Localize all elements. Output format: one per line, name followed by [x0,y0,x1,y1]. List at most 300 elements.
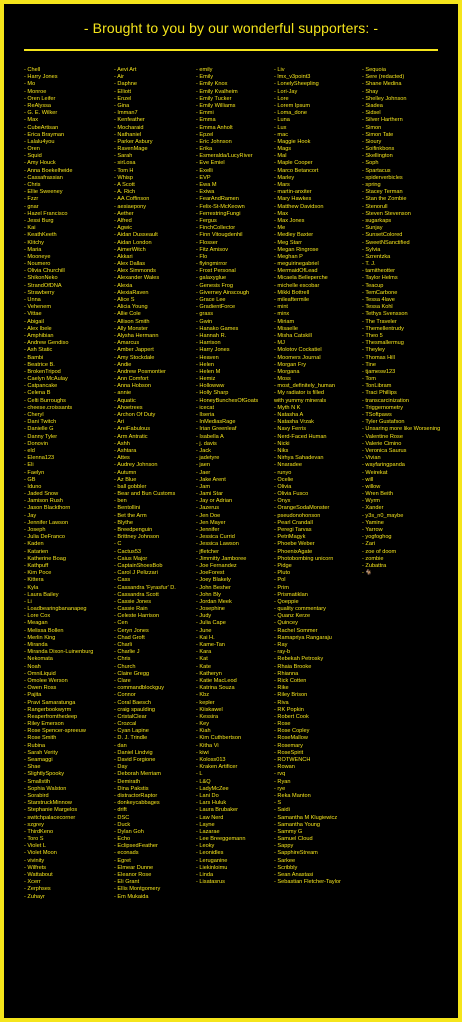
supporter-name: - Daniel Lindvig [114,749,153,756]
supporter-name: - Emma [196,117,216,124]
supporter-name: - Danielle G [24,426,54,433]
supporter-name: - Frost Personal [196,268,236,275]
supporter-name: - Ash Static [24,347,53,354]
supporter-name: - Rubina [24,742,46,749]
supporter-name: - FearAndRamen [196,196,239,203]
supporter-name: - will [362,476,374,483]
supporter-name: - Triggernometry [362,404,404,411]
supporter-name: - Stenorull [362,203,388,210]
supporter-name: - Dina Pakstis [114,785,149,792]
supporter-name: - Theyley [362,347,385,354]
supporter-name: - Epzel [196,131,214,138]
supporter-name: - Julia DeFranco [24,534,66,541]
supporter-name: - Charlie J [114,649,140,656]
supporter-name: - Fzzr [24,196,39,203]
supporter-name: - Josephine [196,606,225,613]
supporter-name: - Misaelle [274,325,298,332]
supporter-name: - Sean Anastasi [274,872,314,878]
supporter-name: - Kim Poce [24,570,52,577]
supporter-name: - Nirhya Sahadevan [274,455,324,462]
supporters-column-4 [274,67,354,886]
supporter-name: - Carol J Pelizzari [114,570,158,577]
supporter-name: - Eli [24,462,34,469]
supporter-name: - Ellie Sweeney [24,189,63,196]
supporter-name: - Ashtara [114,447,137,454]
supporter-name: - Veronica Saurus [362,447,407,454]
supporter-name: - JoeForest [196,570,225,577]
supporter-name: - Kate [196,663,211,670]
supporter-name: - Ann Comfort [114,376,149,383]
supporter-name: - Phoebe Weber [274,541,315,548]
supporter-name: - Saidi [274,807,290,814]
supporter-name: - Kat [196,656,208,663]
supporter-name: - Danny Tyler [24,433,58,440]
supporter-name: - Nerd-Faced Human [274,433,327,440]
supporter-name: - Pearl Crandall [274,519,313,526]
supporter-name: - Whisp [114,174,133,181]
supporter-name: - Emmi [196,110,214,117]
supporter-name: - Alysha Hermann [114,332,159,339]
supporter-name: - Samantha M Klugiewicz [274,814,338,821]
supporter-name: - GB [24,476,36,483]
supporter-name: - Navy Ferris [274,426,307,433]
supporter-name: - Riva [274,699,289,706]
supporter-name: - Rick Cotten [274,677,307,684]
supporter-name: - Ari [114,419,124,426]
supporter-name: - Arm Antratic [114,433,148,440]
supporter-name: - Dylan Goh [114,828,144,835]
supporter-name: - Mooneye [24,253,51,260]
supporter-name: - Cyan Lapine [114,728,149,735]
supporter-name: - Rhaia Brooke [274,663,312,670]
supporter-name: - Kenfeather [114,117,145,124]
supporter-name: - Stan the Zombie [362,196,407,203]
supporter-name: - Exiwa [196,189,215,196]
supporter-name: - Daphne [114,81,138,88]
supporter-name: - Quincey [274,620,298,627]
supporter-name: - Rose Spencer-spreeuw [24,728,86,735]
supporter-name: - Aether [114,210,134,217]
supporter-name: - distractorRaptor [114,792,158,799]
supporter-name: - Riley Brison [274,692,308,699]
supporter-name: - Misha Catskill [274,332,312,339]
supporter-name: - Tethys Svensson [362,311,408,318]
supporter-name: - Shae [24,764,41,771]
supporter-name: - Reaperfromthedeep [24,713,78,720]
supporter-name: - RoseSpirit [274,749,304,756]
supporter-name: - SapphireStream [274,850,318,857]
supporter-name: - Kyla [24,584,39,591]
supporter-name: - Bear and Bun Customs [114,491,176,498]
supporter-name: - Ray [274,642,288,648]
supporter-name: - Leoky [196,843,215,850]
supporter-name: - Scribbly [274,864,298,871]
supporter-name: - rye [274,785,286,792]
supporter-name: - Zari [362,541,376,548]
supporter-name: - Skellington [362,153,393,160]
supporter-name: - jfletcher [196,548,220,555]
supporter-name: - InMediasRage [196,419,236,426]
supporter-name: - Beatrice B. [24,361,55,368]
supporter-name: - Toro S [24,836,44,843]
supporter-name: - Max [24,117,38,124]
supporter-name: - Reka Manton [274,792,311,799]
supporter-name: - TemCarbone [362,289,398,296]
supporter-name: - Cassie Jones [114,598,151,605]
supporter-name: - Shane Medina [362,81,402,88]
supporter-name: - spiderverbicles [362,174,403,181]
supporter-name: - sugarkaps [362,217,392,224]
supporter-name: - minx [274,311,290,318]
supporter-name: - Kathpuff [24,562,49,569]
supporter-name: - Katheryn [196,670,222,677]
supporter-name: - Samuel Cloud [274,836,313,843]
supporter-name: - Szrentzka [362,253,391,260]
supporter-name: - T. J. [362,261,376,268]
supporter-name: - Sarah Verity [24,749,58,756]
supporter-name: - Ewa M [196,182,217,188]
supporter-name: - Elmear Dunne [114,864,154,871]
supporter-name: - Taylor Helms [362,275,398,282]
supporter-name: - Law Nerd [196,814,224,821]
supporter-name: - Megan Ringrose [274,246,319,253]
supporter-name: - Bentollini [114,505,141,512]
supporter-name: - mac [274,131,288,138]
supporter-name: - Lore Cox [24,613,51,620]
supporter-name: - Olivia Fusco [274,491,309,498]
supporter-name: - Giverney Ainscough [196,289,250,296]
supporter-name: - Jordan Meek [196,598,232,605]
supporter-name: - switchpalacecorner [24,814,76,821]
supporter-name: - Monroe [24,88,47,95]
supporter-name: - Nicki [274,440,290,447]
supporter-name: - OmniLiquid [24,670,56,677]
supporter-name: - Rangerbookwyrm [24,706,72,713]
supporter-name: - Miranda Dixon-Luinenburg [24,649,94,656]
supporters-column-2 [114,67,192,901]
supporter-name: - Jen Doe [196,512,221,519]
supporter-name: - Violet Moon [24,850,57,857]
supporter-name: - jaen [196,462,210,469]
supporter-name: - Mars [274,182,290,188]
supporter-name: - AA Coffinson [114,196,150,203]
supporter-name: - Andrew Posmontier [114,368,166,375]
supporter-name: - Natasha Vrzak [274,419,314,426]
supporter-name: - Yamine [362,519,384,526]
supporter-name: - StarstruckMinnow [24,800,72,807]
supporter-name: - Tessa 4lave [362,297,395,303]
supporter-name: - Amarcus [114,340,140,347]
supporter-name: - Katrina Souza [196,685,235,692]
supporter-name: - Dani Twitch [24,419,57,426]
supporter-name: - Max [274,210,288,217]
supporter-name: - Gwin [196,318,213,325]
supporter-name: - Grace Lee [196,297,226,303]
supporter-name: - The Traveler [362,318,397,325]
supporter-name: - Az Blue [114,476,137,483]
supporter-name: - Sidsel [362,110,381,117]
supporter-name: - grass [196,311,214,318]
supporter-name: - Bet the Arm [114,512,147,519]
supporter-name: - Alex Simmonds [114,268,156,275]
supporter-name: - Flosser [196,239,218,246]
supporter-name: - Joe Fernandez [196,562,237,569]
supporter-name: - Helen M [196,368,221,375]
supporter-name: - CaptainShoesBob [114,562,163,569]
supporter-name: - rvq [274,771,286,778]
supporter-name: - RoseMallow [274,735,308,742]
supporter-name: - Cheryl [24,412,44,418]
supporter-name: - Pol [274,577,286,584]
supporter-name: - Kittera [24,577,44,584]
supporter-name: - Moss [274,376,291,383]
supporter-name: - Katherine Boag [24,555,66,562]
supporter-name: - Em Mukaida [114,893,149,900]
supporter-name: - Rike [274,685,289,692]
supporter-name: - Mocharaid [114,124,144,131]
supporter-name: - Allie Cole [114,311,141,318]
supporter-name: - Finn Vitougdenhil [196,232,243,239]
supporter-name: - Jazerus [196,505,220,512]
supporter-name: - Holly Sharp [196,390,229,397]
supporter-name: - transcarcinization [362,397,409,404]
supporter-name: - Crozcal [114,721,137,728]
supporter-name: - Moomers Journal [274,354,321,361]
supporter-name: - Heaven [196,354,219,361]
supporter-name: - Rose Copley [274,728,310,735]
supporter-name: - Felix-St-McKeown [196,203,245,210]
supporter-name: - sirLosa [114,160,136,167]
supporter-name: - Maple Cooper [274,160,313,167]
supporter-name: - Marley [274,174,295,181]
supporter-name: - Silver Harthern [362,117,403,124]
supporter-name: - Tom [362,376,376,383]
supporter-name: - ball gobbler [114,483,147,490]
supporter-name: - TSoftpaws [362,412,392,418]
supporter-name: - Rosemary [274,742,303,749]
supporter-name: - Kraken Artificer [196,764,238,771]
supporter-name: - Rebekah Petrosky [274,656,324,663]
supporter-name: - Alexander Wales [114,275,160,282]
supporter-name: - Flo [196,253,208,260]
supporter-name: - Allison Smith [114,318,150,325]
supporter-name: - szgrey [24,821,44,828]
supporter-name: - Siadea [362,102,383,109]
supporter-name: - Harry Jones [24,74,58,81]
supporter-name: - Stacey Terman [362,189,403,196]
supporter-name: - Rose [274,721,291,728]
supporter-name: - Demirath [114,778,141,785]
supporter-name: - Aevi Art [114,67,137,73]
supporter-name: - Luna [274,117,290,124]
supporter-name: - Eleanor Rose [114,872,152,878]
supporter-name: - Connor [114,692,136,699]
supporter-name: - Emily Williams [196,102,236,109]
supporter-name: - Cassandra 'Fyrasfur' D. [114,584,176,591]
supporter-name: - Vehenem [24,304,52,311]
supporter-name: - Melissa Bollen [24,627,64,634]
supporter-name: - Kaden [24,541,44,548]
supporter-name: - Maria [24,246,42,253]
supporter-name: - Jay [24,512,37,519]
supporter-name: - Wren Beith [362,491,393,498]
supporter-name: - Tyler Gustafson [362,419,405,426]
supporter-name: - Chell [24,67,41,73]
supporter-name: - Church [114,663,136,670]
supporter-name: - EclipsedFeather [114,843,158,850]
supporter-name: - Aquatic [114,397,136,404]
supporter-name: - Omolee Werson [24,677,68,684]
supporter-name: - EVP [196,174,211,181]
supporter-name: - Meagan [24,620,48,627]
supporter-name: - Jessi Burg [24,217,54,224]
supporter-name: - Shay [362,88,379,95]
supporter-name: - Weirekat [362,469,388,476]
supporter-name: - Laura Brubaker [196,807,238,814]
supporter-name: - Molotov Cockatiel [274,347,322,354]
supporter-name: - CubeArtisan [24,124,59,131]
supporter-name: - Sappy [274,843,294,850]
supporter-name: - Hannah R. [196,332,227,339]
supporter-name: - AlexiaRaven [114,289,149,296]
supporter-name: - Sarkee [274,857,296,864]
supporter-name: - annie [114,390,132,397]
supporter-name: - Emily [196,74,214,81]
supporter-name: - AimerWitch [114,246,146,253]
supporter-name: - quality commentary [274,606,326,613]
supporter-name: - Lorem Ipsum [274,102,311,109]
supporter-name: - Simon [362,124,382,131]
supporter-name: - ray-b [274,649,291,656]
supporter-name: - Thomas Hill [362,354,395,361]
supporter-name: - Andie [114,361,132,368]
supporter-name: - Rhianna [274,670,299,677]
supporter-name: - A. Rich [114,189,136,196]
supporter-name: - Noumero [24,261,51,268]
supporter-name: - Sammy G [274,828,303,835]
supporter-name: - Jason Blackthorn [24,505,71,512]
supporter-name: - Joey Blakely [196,577,231,584]
supporter-name: - D. J. Trindle [114,735,148,742]
supporter-name: - Olivia [274,483,292,490]
supporter-name: - Pidge [274,562,292,569]
supporter-name: - A Scott [114,182,135,188]
supporter-name: - Rowan [274,764,295,771]
supporter-name: - pseudonohonson [274,512,321,519]
supporter-name: - Vittae [24,311,42,318]
supporter-name: - Mikki Bottrell [274,289,310,296]
supporter-name: - ReAlyssa [24,102,52,109]
supporter-name: - Lisatasrus [196,879,225,886]
supporter-name: - Chris [114,656,131,663]
supporter-name: - Jay or Adrian [196,498,233,505]
supporter-name: - Jack [196,447,211,454]
supporter-name: - S [274,800,282,807]
supporter-name: - Vivian [362,455,381,462]
supporter-name: - mint [274,304,288,311]
supporter-name: - Duck [114,821,131,828]
supporter-name: - most_definitely_human [274,383,335,390]
supporter-name: - Key [196,721,210,728]
supporter-name: - Isabella A [196,433,224,440]
supporter-name: - C [114,541,122,548]
supporter-name: - Koloss013 [196,757,226,763]
supporter-name: - Oren Leifer [24,95,56,102]
supporter-name: - Lore [274,95,289,102]
supporter-name: - Lori-Jay [274,88,298,95]
supporter-name: - Yarrow [362,527,383,533]
supporter-name: - Ryan [274,778,291,785]
supporter-name: - BrokenTripod [24,368,61,375]
supporter-name: - kiwi [196,749,209,756]
supporter-name: - Aidan Dusseault [114,232,158,239]
supporter-name: - Unna [24,297,41,303]
supporter-name: - L&Q [196,778,211,785]
supporter-name: - FinchCollector [196,225,236,232]
supporter-name: - June [196,627,212,634]
supporter-name: - willow [362,483,381,490]
supporter-name: - Strawberry [24,289,55,296]
supporter-name: - Abigail [24,318,44,325]
supporter-name: - Ilseria [196,412,215,418]
supporter-name: - Cassafrassian [24,174,63,181]
supporter-name: - Jaer [196,469,211,476]
supporter-name: - Zerphses [24,886,51,893]
supporter-name: - Judy [196,613,212,620]
supporter-name: - Meghan P [274,253,303,260]
supporter-name: - Natasha A [274,412,304,418]
supporter-name: - Sebastian Fletcher-Taylor [274,879,341,886]
supporter-name: - Pajita [24,692,42,699]
supporter-name: - Fergus [196,217,217,224]
supporter-name: - Zuhayr [24,893,45,900]
supporter-name: - Shelley Johnson [362,95,407,102]
supporter-name: - Jessica Currid [196,534,235,541]
supporter-name: - Agwic [114,225,133,232]
supporter-name: - tjamesw123 [362,368,396,375]
supporter-name: - emily [196,67,213,73]
supporter-name: - Steven Stevenson [362,210,411,217]
supporter-name: - SlightlySpooky [24,771,65,778]
supporter-name: - Katie MacLeod [196,677,237,684]
supporter-name: - Deborah Merriam [114,771,161,778]
supporter-name: - Celti Burroughs [24,397,66,404]
supporter-name: - Alexia [114,282,133,289]
supporter-name: - y3s_n0_maybe [362,512,404,519]
supporter-name: - Niks [274,447,289,454]
supporter-name: - Clare [114,677,131,684]
supporter-name: - 🐐 [362,570,373,577]
supporter-name: - Brittney Johnson [114,534,160,541]
supporter-name: - Matthew Davidson [274,203,324,210]
supporter-name: - ThirdKeno [24,828,54,835]
supporter-name: - PhoenixAgate [274,548,313,555]
supporter-name: - HoneyBunchesOfGoats [196,397,259,404]
supporter-name: - Alice S [114,297,135,303]
supporter-name: - Andrew Gendiso [24,340,69,347]
supporter-name: - Valerie Cimino [362,440,402,447]
supporter-name: - spring [362,182,381,188]
supporter-name: - Valentine Rose [362,433,403,440]
supporter-name: - Themellentrudy [362,325,404,332]
supporter-name: - Rachel Sommer [274,627,318,634]
supporter-name: - My radiator is filled [274,390,325,397]
supporter-name: - Genesis Frog [196,282,233,289]
supporter-name: - Celena B [24,390,51,397]
supporter-name: - Hanako Games [196,325,239,332]
supporter-name: - Caelyn McAulay [24,376,68,383]
supporter-name: with yummy minerals [274,397,327,404]
